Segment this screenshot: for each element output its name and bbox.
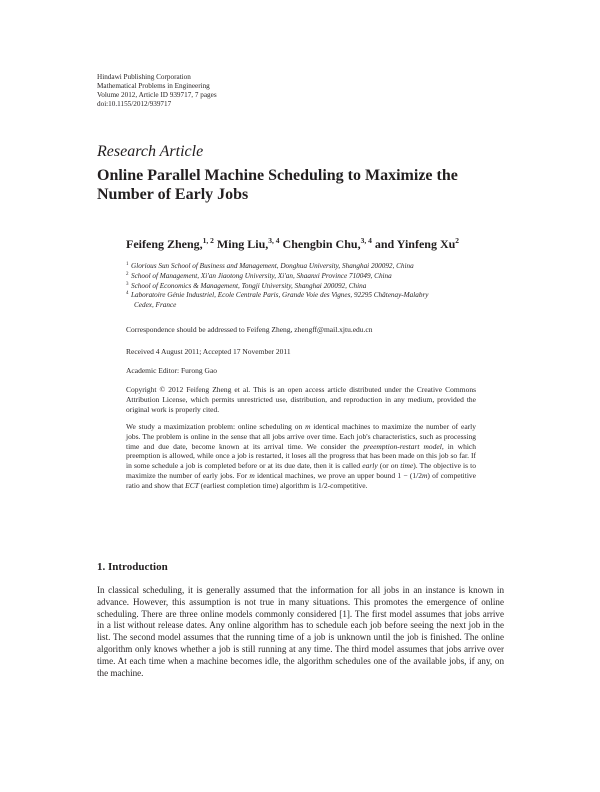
affiliation-number: 2: [126, 271, 129, 277]
affiliation-item: [126, 272, 476, 282]
abstract-text: identical machines, we prove an upper bound 1 − (1/2: [254, 470, 422, 480]
affiliation-item: [126, 282, 476, 292]
emphasis-term: preemption-restart model: [363, 441, 442, 451]
emphasis-term: ECT: [185, 480, 199, 490]
abstract: [126, 422, 476, 491]
author-list: [126, 236, 459, 252]
author-name: and Yinfeng Xu: [374, 237, 456, 251]
copyright-notice: Copyright © 2012 Feifeng Zheng et al. This is an open access article distributed under the Creative Commons Attribution License, which permits unrestricted use, distribution, and reproduction in any medium, provided the original work is properly cited.: [126, 385, 476, 414]
affiliation-number: 4: [126, 291, 129, 297]
author-affiliation-marker: 2: [455, 236, 460, 245]
affiliation-list: [126, 262, 476, 311]
abstract-text: ). The objective is to maximize the number of early jobs. For: [126, 461, 476, 480]
author-name: Chengbin Chu,: [282, 237, 361, 251]
emphasis-term: on time: [390, 461, 414, 471]
affiliation-number: 3: [126, 281, 129, 287]
correspondence-note: Correspondence should be addressed to Feifeng Zheng, zhengff@mail.xjtu.edu.cn: [126, 325, 373, 334]
section-body: In classical scheduling, it is generally assumed that the information for all jobs in an instance is known in advance. However, this assumption is not true in many situations. This promotes the emergence of online scheduling. There are three online models commonly considered [1]. The first model assumes that jobs arrive in a list without release dates. Any online algorithm has to schedule each job before seeing the next job in the list. The second model assumes that the running time of a job is unknown until the job is finished. The online algorithm only knows whether a job is still running at any time. The third model assumes that jobs arrive over time. At each time when a machine becomes idle, the algorithm schedules one of the available jobs, if any, on the machine.: [97, 585, 504, 678]
received-dates: Received 4 August 2011; Accepted 17 November 2011: [126, 347, 291, 356]
affiliation-text: Laboratoire Génie Industriel, Ecole Centrale Paris, Grande Voie des Vignes, 92295 Châtenay-Malabry: [131, 291, 429, 300]
abstract-text: (earliest completion time) algorithm is 1/2-competitive.: [198, 480, 368, 490]
affiliation-item: [126, 291, 476, 311]
author-affiliation-marker: 3, 4: [268, 236, 280, 245]
affiliation-number: 1: [126, 262, 129, 267]
math-variable: m: [305, 422, 311, 431]
abstract-text: identical machines to maximize the number of early jobs. The problem is online in the sense that all jobs arrive over time. Each job's characteristics, such as processing time and due date, become known at its arrival time. We consider the: [126, 422, 476, 451]
journal-header: [97, 73, 217, 109]
affiliation-text: Glorious Sun School of Business and Management, Donghua University, Shanghai 200092, China: [131, 262, 414, 270]
paper-title: Online Parallel Machine Scheduling to Maximize the Number of Early Jobs: [97, 167, 458, 203]
publisher-line: Hindawi Publishing Corporation: [97, 73, 191, 81]
doi-line[interactable]: doi:10.1155/2012/939717: [97, 100, 172, 108]
affiliation-text-continued: Cedex, France: [134, 301, 177, 310]
journal-line: Mathematical Problems in Engineering: [97, 82, 210, 90]
affiliation-item: [126, 262, 476, 272]
section-heading: 1. Introduction: [97, 561, 168, 573]
affiliation-text: School of Management, Xi'an Jiaotong University, Xi'an, Shaanxi Province 710049, China: [131, 271, 392, 280]
abstract-text: ) of competitive ratio and show that: [126, 470, 476, 490]
abstract-text: , in which preemption is allowed, while once a job is restarted, it loses all the progress that has been made on this job so far. If in some schedule a job is completed before or at its due date, then it is called: [126, 441, 476, 471]
volume-line: Volume 2012, Article ID 939717, 7 pages: [97, 91, 217, 99]
affiliation-text: School of Economics & Management, Tongji University, Shanghai 200092, China: [131, 281, 367, 290]
abstract-text: We study a maximization problem: online scheduling on: [126, 422, 306, 431]
author-name: Ming Liu,: [216, 237, 269, 251]
abstract-text: (or: [377, 461, 391, 471]
author-affiliation-marker: 3, 4: [360, 236, 372, 245]
math-variable: m: [421, 470, 428, 480]
author-name: Feifeng Zheng,: [126, 237, 203, 251]
academic-editor: Academic Editor: Furong Gao: [126, 366, 218, 375]
math-variable: m: [249, 470, 255, 480]
author-affiliation-marker: 1, 2: [202, 236, 214, 245]
article-type: Research Article: [97, 143, 204, 160]
emphasis-term: early: [362, 461, 378, 471]
